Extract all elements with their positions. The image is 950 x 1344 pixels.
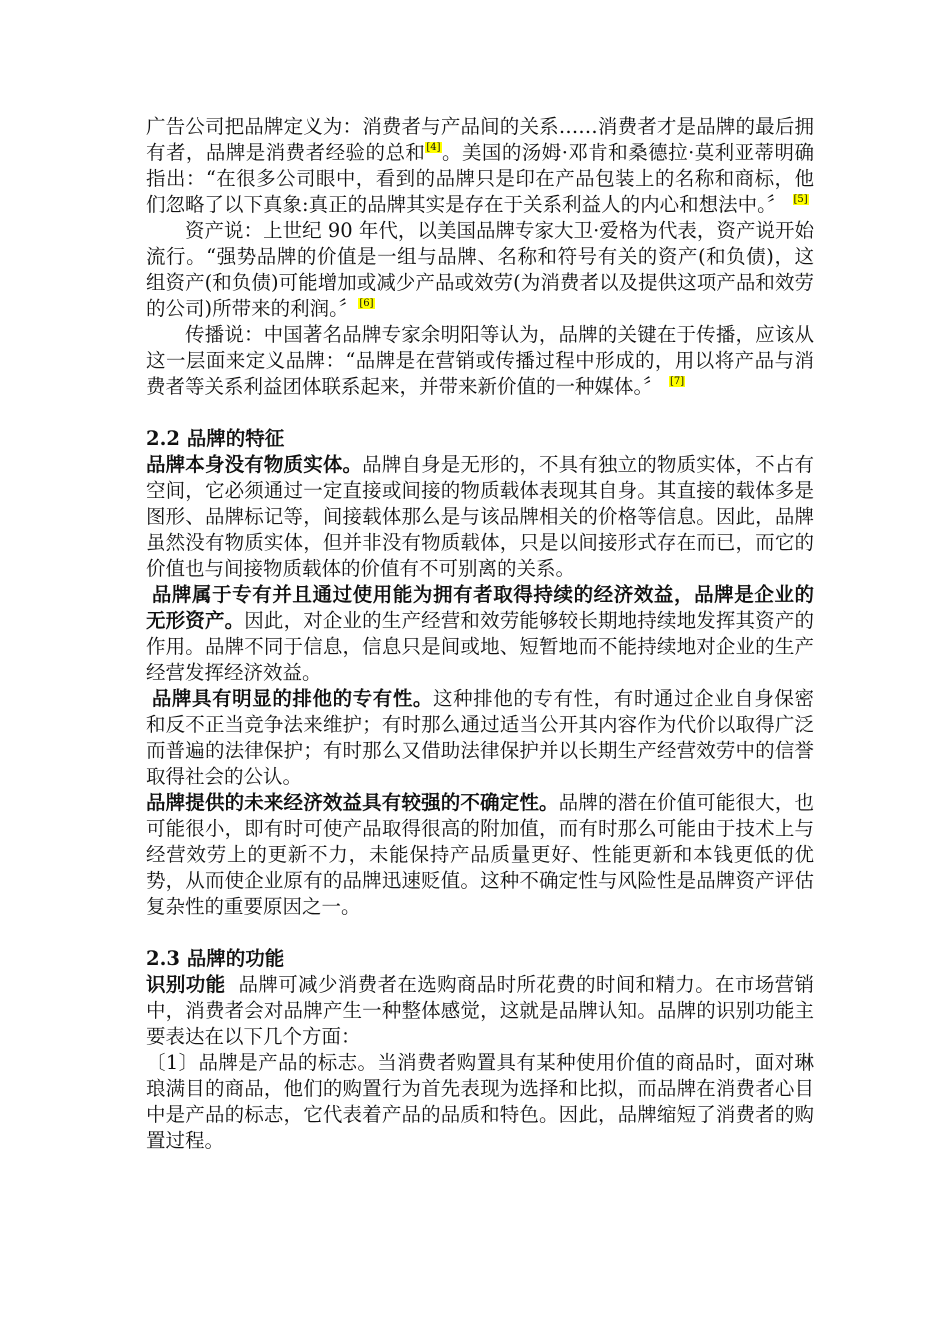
citation-4[interactable]: [4] [426,142,441,153]
citation-6[interactable]: [6] [359,298,374,309]
feature-text: 因此，对企业的生产经营和效劳能够较长期地持续地发挥其资产的作用。品牌不同于信息，信息只是间或地、短暂地而不能持续地对企业的生产经营发挥经济效益。 [146,609,814,684]
paragraph-advertising-definition [146,114,814,218]
feature-text: 品牌自身是无形的，不具有独立的物质实体，不占有空间，它必须通过一定直接或间接的物质载体表现其自身。其直接的载体多是图形、品牌标记等，间接载体那么是与该品牌相关的价格等信息。因此，品牌虽然没有物质实体，但并非没有物质载体，只是以间接形式存在而已，而它的价值也与间接物质载体的价值有不可别离的关系。 [146,453,814,580]
function-identification [146,972,814,1050]
section-heading-2-3: 2.3 品牌的功能 [146,947,285,970]
feature-title: 品牌提供的未来经济效益具有较强的不确定性。 [146,791,559,814]
paragraph-asset-theory [146,218,814,322]
paragraph-text: 传播说：中国著名品牌专家余明阳等认为，品牌的关键在于传播，应该从这一层面来定义品牌：“品牌是在营销或传播过程中形成的，用以将产品与消费者等关系利益团体联系起来，并带来新价值的一种媒体。〞 [146,323,814,398]
feature-title: 品牌具有明显的排他的专有性。 [151,687,433,710]
citation-7[interactable]: [7] [669,376,685,387]
paragraph-text: 资产说：上世纪 90 年代，以美国品牌专家大卫·爱格为代表，资产说开始流行。“强势品牌的价值是一组与品牌、名称和符号有关的资产(和负债)，这组资产(和负债)可能增加或减少产品或效劳(为消费者以及提供这项产品和效劳的公司)所带来的利润。〞 [146,219,814,320]
section-heading-2-2: 2.2 品牌的特征 [146,427,285,450]
paragraph-text: 广告公司把品牌定义为：消费者与产品间的关系……消费者才是品牌的最后拥有者，品牌是消费者经验的总和 [146,115,814,164]
function-item-1: 〔1〕品牌是产品的标志。当消费者购置具有某种使用价值的商品时，面对琳琅满目的商品，他们的购置行为首先表现为选择和比拟，而品牌在消费者心目中是产品的标志，它代表着产品的品质和特色。因此，品牌缩短了消费者的购置过程。 [146,1051,814,1152]
feature-no-physical-entity [146,452,814,582]
function-text: 品牌可减少消费者在选购商品时所花费的时间和精力。在市场营销中，消费者会对品牌产生一种整体感觉，这就是品牌认知。品牌的识别功能主要表达在以下几个方面： [146,973,814,1048]
feature-exclusivity [146,686,814,790]
function-title: 识别功能 [146,973,226,996]
feature-title: 品牌本身没有物质实体。 [146,453,363,476]
feature-text: 这种排他的专有性，有时通过企业自身保密和反不正当竞争法来维护；有时那么通过适当公开其内容作为代价以取得广泛而普遍的法律保护；有时那么又借助法律保护并以长期生产经营效劳中的信誉取得社会的公认。 [146,687,814,788]
document-body [146,114,814,1154]
citation-5[interactable]: [5] [793,194,808,205]
paragraph-text: 。美国的汤姆·邓肯和桑德拉·莫利亚蒂明确指出：“在很多公司眼中，看到的品牌只是印在产品包装上的名称和商标，他们忽略了以下真象:真正的品牌其实是存在于关系利益人的内心和想法中。〞 [146,141,814,216]
feature-title: 品牌属于专有并且通过使用能为拥有者取得持续的经济效益，品牌是企业的无形资产。 [146,583,814,632]
paragraph-communication-theory [146,322,814,400]
feature-intangible-asset [146,582,814,686]
feature-uncertainty [146,790,814,920]
feature-text: 品牌的潜在价值可能很大，也可能很小，即有时可使产品取得很高的附加值，而有时那么可能由于技术上与经营效劳上的更新不力，未能保持产品质量更好、性能更新和本钱更低的优势，从而使企业原有的品牌迅速贬值。这种不确定性与风险性是品牌资产评估复杂性的重要原因之一。 [146,791,814,918]
